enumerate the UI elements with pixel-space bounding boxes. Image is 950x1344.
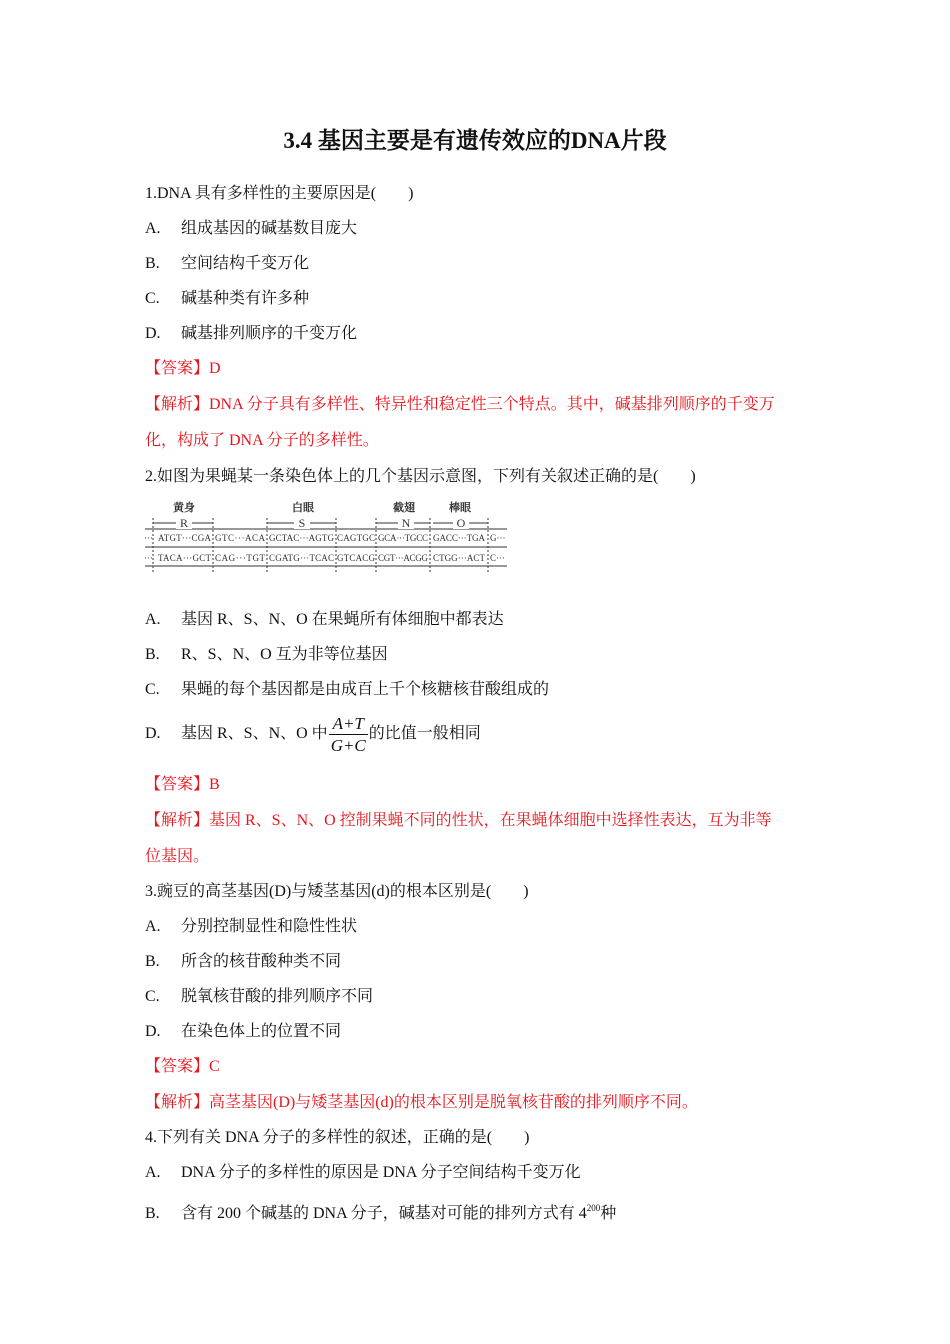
option-text: 种 xyxy=(600,1205,617,1222)
page-title: 3.4 基因主要是有遗传效应的DNA片段 xyxy=(283,128,667,153)
trait-label: 截翅 xyxy=(393,502,415,514)
option-label: B. xyxy=(145,255,160,272)
q3-option-b xyxy=(145,952,341,972)
q3-answer: 【答案】C xyxy=(145,1058,220,1075)
option-text: 分别控制显性和隐性性状 xyxy=(181,918,358,935)
strand-segment: TACA···GCT xyxy=(158,553,211,563)
trait-label: 黄身 xyxy=(173,502,195,514)
q2-option-b xyxy=(145,645,388,665)
option-text: 脱氧核苷酸的排列顺序不同 xyxy=(181,988,374,1005)
fraction xyxy=(329,713,368,756)
question-2-stem: 2.如图为果蝇某一条染色体上的几个基因示意图，下列有关叙述正确的是( ) xyxy=(145,468,696,485)
option-label: B. xyxy=(145,646,160,663)
trait-label: 白眼 xyxy=(292,502,314,514)
strand-segment: C··· xyxy=(490,553,505,563)
option-text: DNA 分子的多样性的原因是 DNA 分子空间结构千变万化 xyxy=(181,1164,581,1181)
option-text: 所含的核苷酸种类不同 xyxy=(181,953,342,970)
q3-option-d xyxy=(145,1022,341,1042)
q1-analysis-line-2: 化，构成了 DNA 分子的多样性。 xyxy=(145,432,379,449)
q3-option-a xyxy=(145,917,357,937)
exponent: 200 xyxy=(586,1203,601,1213)
strand-segment: GCTAC···AGTG xyxy=(269,533,334,543)
option-text: 的比值一般相同 xyxy=(368,725,481,743)
option-text: 碱基种类有许多种 xyxy=(181,290,310,307)
option-text: 空间结构千变万化 xyxy=(181,255,310,272)
option-text: 基因 R、S、N、O 中 xyxy=(181,725,328,743)
option-text: 基因 R、S、N、O 在果蝇所有体细胞中都表达 xyxy=(181,611,504,628)
trait-label: 棒眼 xyxy=(449,502,471,514)
q4-option-a xyxy=(145,1163,581,1183)
option-text: 组成基因的碱基数目庞大 xyxy=(181,220,358,237)
q1-answer: 【答案】D xyxy=(145,360,221,377)
fraction-numerator: A+T xyxy=(329,713,368,735)
strand-segment: GTC···ACA xyxy=(215,533,265,543)
option-label: D. xyxy=(145,1023,161,1040)
q1-analysis-line-1: 【解析】DNA 分子具有多样性、特异性和稳定性三个特点。其中，碱基排列顺序的千变万 xyxy=(145,396,775,413)
strand-segment: GCA···TGCC xyxy=(378,533,428,543)
question-4-stem: 4.下列有关 DNA 分子的多样性的叙述，正确的是( ) xyxy=(145,1129,530,1146)
strand-segment: ··· xyxy=(144,533,153,543)
strand-segment: CGT···ACGG xyxy=(378,553,428,563)
option-label: A. xyxy=(145,1164,161,1181)
option-label: C. xyxy=(145,988,160,1005)
q2-answer: 【答案】B xyxy=(145,776,220,793)
strand-segment: G··· xyxy=(490,533,506,543)
option-label: C. xyxy=(145,681,160,698)
gene-letter: O xyxy=(456,516,466,530)
q3-option-c xyxy=(145,987,373,1007)
option-label: A. xyxy=(145,611,161,628)
gene-letter: R xyxy=(179,516,189,530)
option-label: B. xyxy=(145,1205,160,1222)
strand-segment: GTCACG xyxy=(337,553,375,563)
question-1-stem: 1.DNA 具有多样性的主要原因是( ) xyxy=(145,185,414,202)
gene-letter: S xyxy=(298,516,306,530)
q2-option-d xyxy=(145,713,481,756)
strand-segment: ATGT···CGA xyxy=(158,533,211,543)
option-text: 果蝇的每个基因都是由成百上千个核糖核苷酸组成的 xyxy=(181,681,550,698)
strand-segment: CGATG···TCAC xyxy=(269,553,334,563)
option-label: C. xyxy=(145,290,160,307)
strand-segment: CAGTGC xyxy=(337,533,375,543)
option-text: 含有 200 个碱基的 DNA 分子，碱基对可能的排列方式有 4 xyxy=(181,1205,587,1222)
q4-option-b xyxy=(145,1198,616,1224)
option-label: D. xyxy=(145,725,161,743)
option-label: B. xyxy=(145,953,160,970)
strand-segment: CTGG···ACT xyxy=(433,553,485,563)
q2-option-c xyxy=(145,680,549,700)
option-label: A. xyxy=(145,918,161,935)
strand-segment: CAG···TGT xyxy=(215,553,265,563)
q3-analysis-line-1: 【解析】高茎基因(D)与矮茎基因(d)的根本区别是脱氧核苷酸的排列顺序不同。 xyxy=(145,1094,698,1111)
fraction-denominator: G+C xyxy=(330,736,366,755)
option-label: A. xyxy=(145,220,161,237)
option-text: 在染色体上的位置不同 xyxy=(181,1023,342,1040)
gene-letter: N xyxy=(401,516,411,530)
option-label: D. xyxy=(145,325,161,342)
option-text: 碱基排列顺序的千变万化 xyxy=(181,325,358,342)
strand-segment: ··· xyxy=(144,553,153,563)
q2-analysis-line-2: 位基因。 xyxy=(145,848,210,865)
gene-diagram xyxy=(0,0,950,600)
strand-segment: GACC···TGA xyxy=(433,533,485,543)
q2-option-a xyxy=(145,610,504,630)
q2-analysis-line-1: 【解析】基因 R、S、N、O 控制果蝇不同的性状，在果蝇体细胞中选择性表达，互为非等 xyxy=(145,812,772,829)
question-3-stem: 3.豌豆的高茎基因(D)与矮茎基因(d)的根本区别是( ) xyxy=(145,883,529,900)
option-text: R、S、N、O 互为非等位基因 xyxy=(181,646,388,663)
